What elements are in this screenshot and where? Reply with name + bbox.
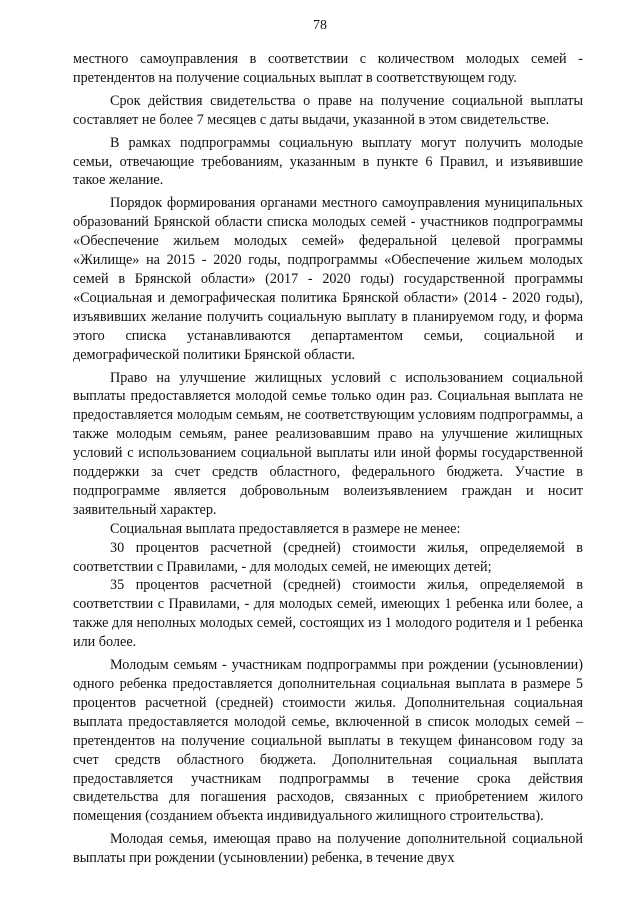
paragraph-certificate-validity: Срок действия свидетельства о праве на получение социальной выплаты составляет не более 7 месяцев с даты выдачи, указанной в этом свидетельстве.	[73, 92, 583, 128]
paragraph-additional-payment: Молодым семьям - участникам подпрограммы при рождении (усыновлении) одного ребенка предоставляется дополнительная социальная выплата в размере 5 процентов расчетной (средней) стоимости жилья. Дополнительная социальная выплата предоставляется молодой семье, включенной в список молодых семей – претендентов на получение социальной выплаты в текущем финансовом году за счет средств областного бюджета. Дополнительная социальная выплата предоставляется участникам подпрограммы в течение срока действия свидетельства для погашения расходов, связанных с приобретением жилого помещения (созданием объекта индивидуального жилищного строительства).	[73, 657, 583, 825]
document-body	[73, 50, 583, 868]
paragraph-continuation: местного самоуправления в соответствии с количеством молодых семей - претендентов на получение социальных выплат в соответствующем году.	[73, 51, 583, 86]
page-number: 78	[313, 18, 327, 33]
paragraph-eligible-families: В рамках подпрограммы социальную выплату могут получить молодые семьи, отвечающие требованиям, указанным в пункте 6 Правил, и изъявившие такое желание.	[73, 134, 583, 189]
paragraph-additional-payment-right: Молодая семья, имеющая право на получение дополнительной социальной выплаты при рождении (усыновлении) ребенка, в течение двух	[73, 831, 583, 867]
paragraph-one-time-right: Право на улучшение жилищных условий с использованием социальной выплаты предоставляется молодой семье только один раз. Социальная выплата не предоставляется молодым семьям, не соответствующим условиям подпрограммы, а также молодым семьям, ранее реализовавшим право на улучшение жилищных условий с использованием социальной выплаты или иной формы государственной поддержки за счет средств областного, федерального бюджета. Участие в подпрограмме является добровольным волеизъявлением граждан и носит заявительный характер.	[73, 369, 583, 518]
paragraph-payment-35-percent: 35 процентов расчетной (средней) стоимости жилья, определяемой в соответствии с Правилами, - для молодых семей, имеющих 1 ребенка или более, а также для неполных молодых семей, состоящих из 1 молодого родителя и 1 ребенка или более.	[73, 577, 583, 651]
paragraph-list-procedure: Порядок формирования органами местного самоуправления муниципальных образований Брянской области списка молодых семей - участников подпрограммы «Обеспечение жильем молодых семей» федеральной целевой программы «Жилище» на 2015 - 2020 годы, подпрограммы «Обеспечение жильем молодых семей в Брянской области» (2017 - 2020 годы) государственной программы «Социальная и демографическая политика Брянской области» (2014 - 2020 годы), изъявивших желание получить социальную выплату в планируемом году, и форма этого списка устанавливаются департаментом семьи, социальной и демографической политики Брянской области.	[73, 195, 583, 363]
paragraph-payment-amount-intro: Социальная выплата предоставляется в размере не менее:	[110, 520, 461, 537]
paragraph-payment-30-percent: 30 процентов расчетной (средней) стоимости жилья, определяемой в соответствии с Правилами, - для молодых семей, не имеющих детей;	[73, 539, 583, 575]
